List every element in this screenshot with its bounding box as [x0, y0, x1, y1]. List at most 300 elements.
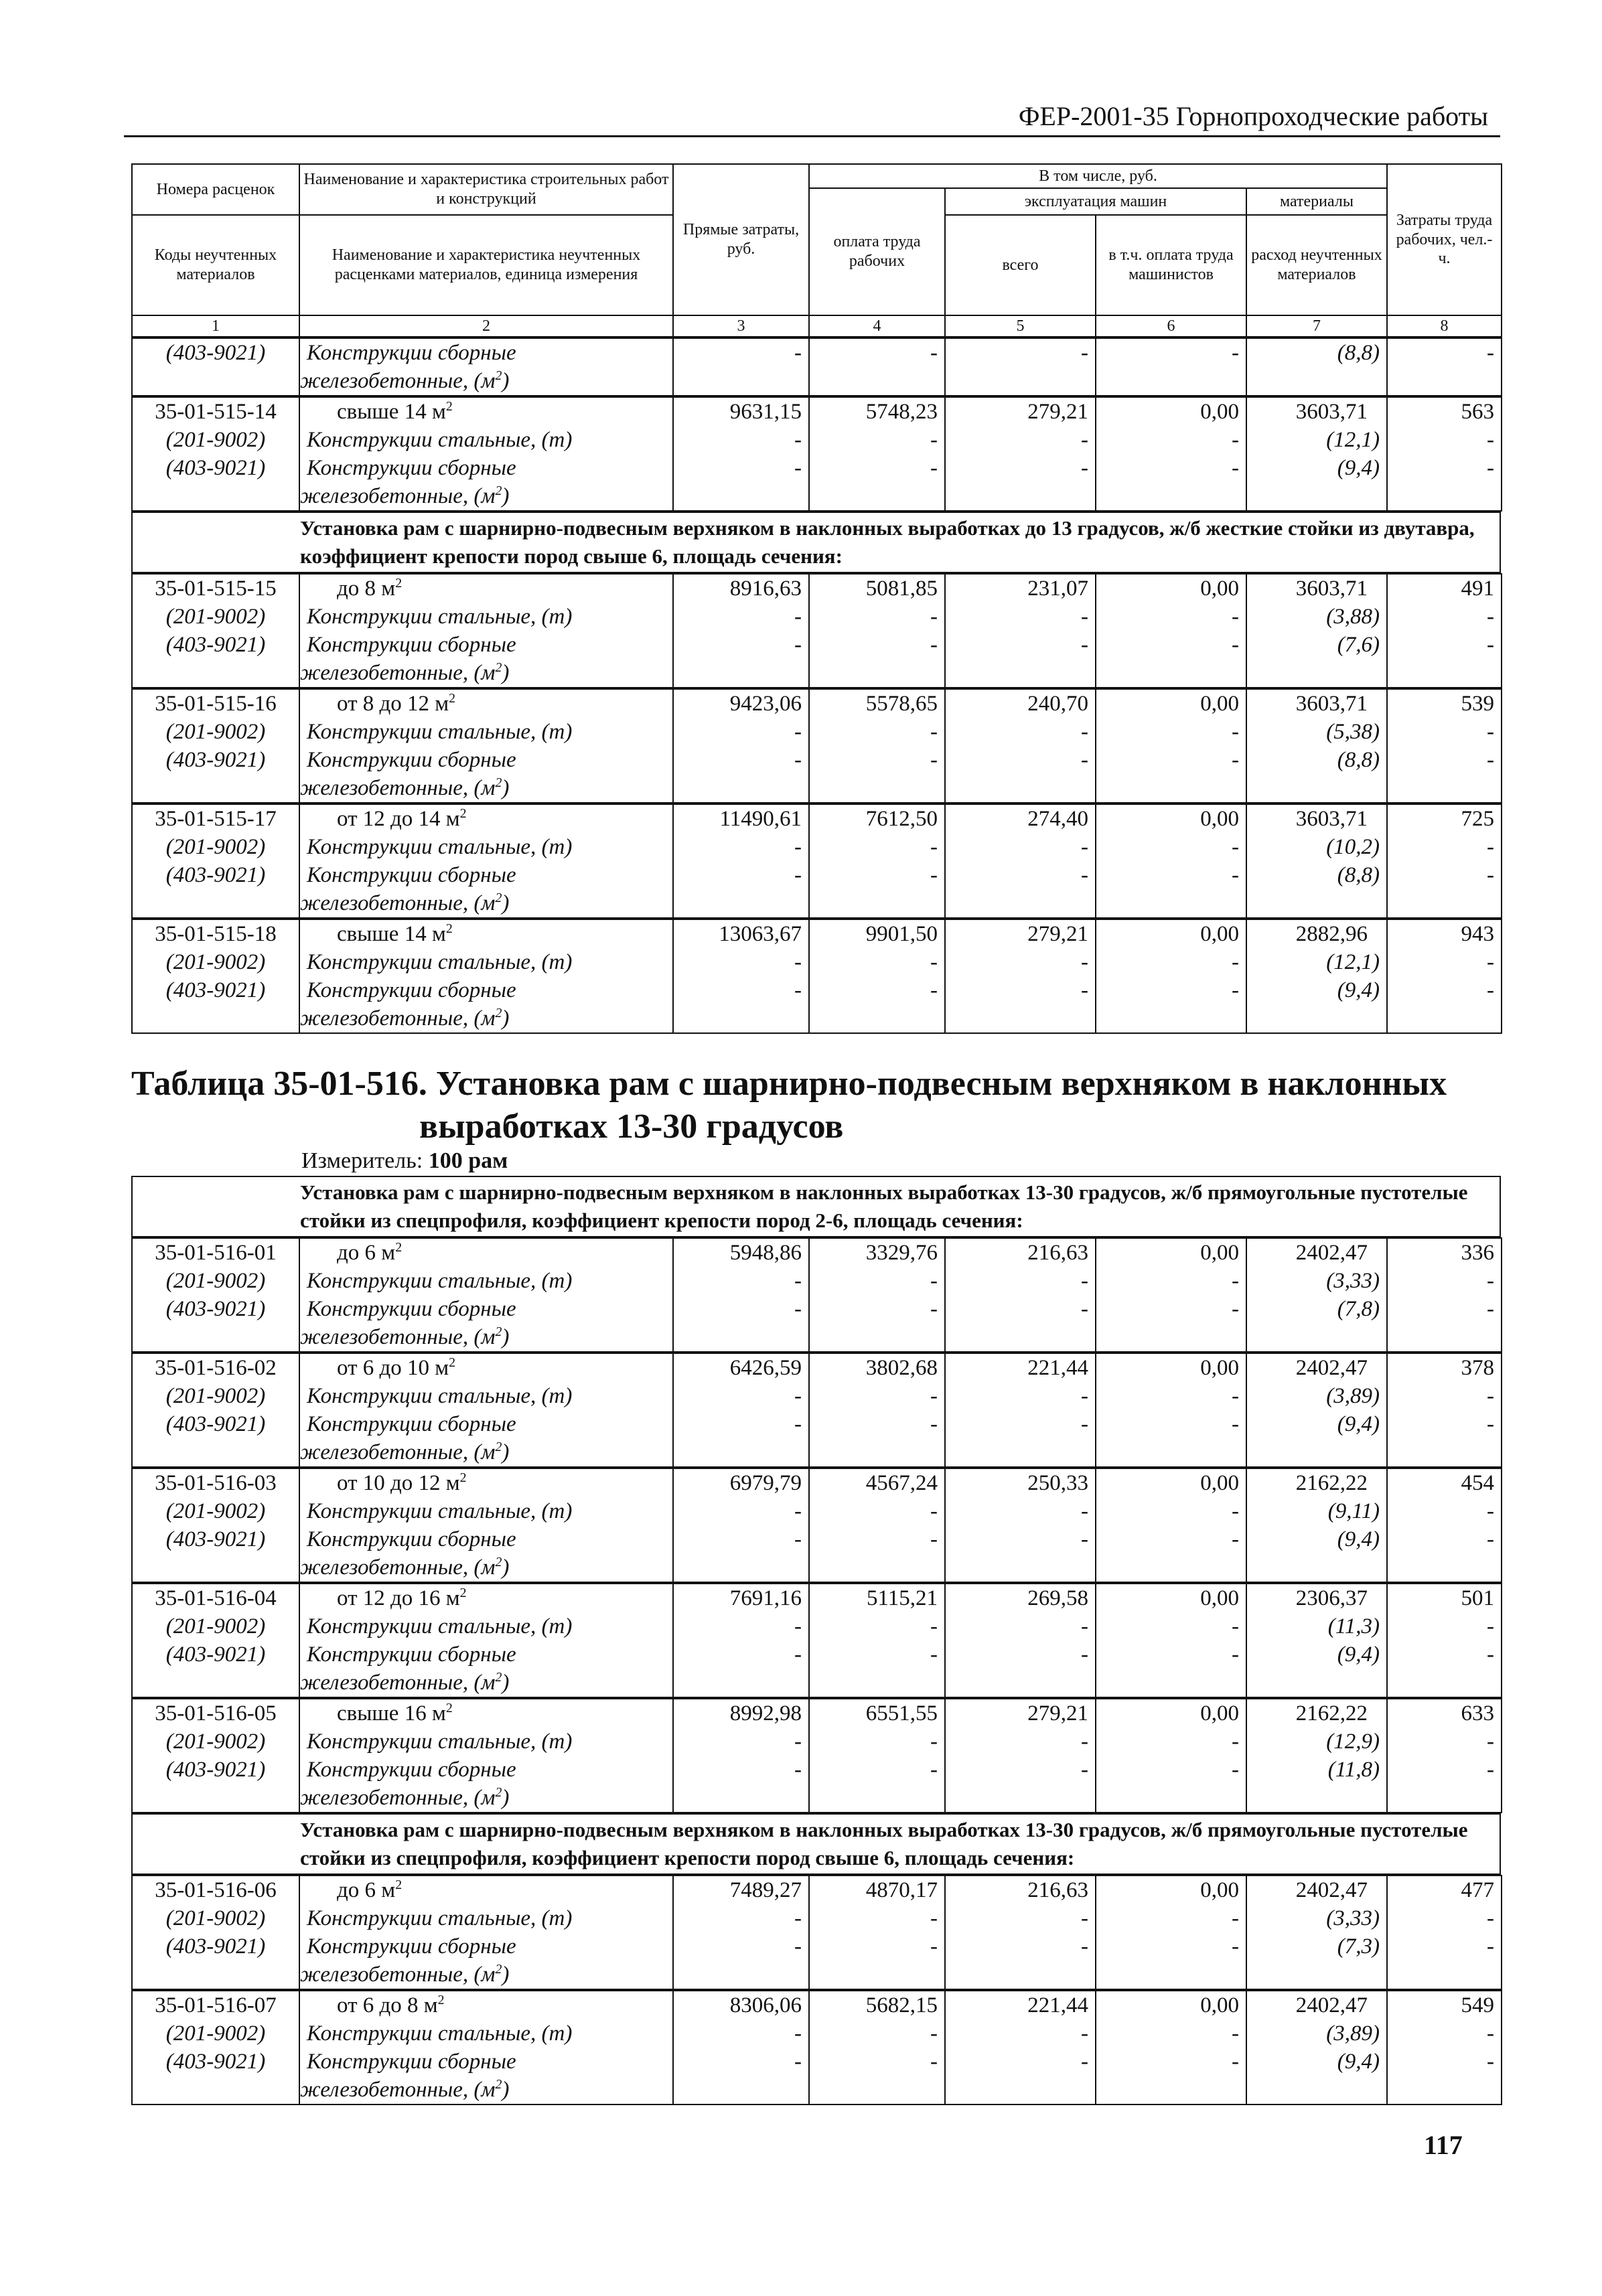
cell: 279,21	[945, 397, 1096, 426]
cell: -	[809, 976, 945, 1004]
material-code: (403-9021)	[132, 2048, 299, 2076]
material-name-cont: железобетонные, $(м^2)$	[299, 367, 673, 396]
material-name-cont: железобетонные, $(м^2)$	[299, 889, 673, 918]
cell: -	[1387, 454, 1502, 482]
rate-code: 35-01-516-04	[132, 1584, 299, 1612]
cell: -	[673, 1382, 809, 1410]
cell: -	[1387, 1382, 1502, 1410]
rate-code: 35-01-515-15	[132, 574, 299, 603]
cell: -	[1096, 861, 1246, 889]
table-row	[132, 1295, 1502, 1323]
rate-block	[131, 1990, 1502, 2105]
cell: 3603,71	[1246, 804, 1387, 833]
table-row	[132, 574, 1502, 603]
caption-row	[131, 1813, 1501, 1875]
cell: 501	[1387, 1584, 1502, 1612]
material-code: (201-9002)	[132, 1382, 299, 1410]
cell: -	[1387, 861, 1502, 889]
cell: -	[1096, 1525, 1246, 1553]
rate-name: свыше 14 $м^2$	[299, 919, 673, 948]
cell: -	[809, 861, 945, 889]
cell: -	[1096, 1904, 1246, 1932]
cell: 539	[1387, 689, 1502, 718]
material-code: (403-9021)	[132, 861, 299, 889]
cell: 3603,71	[1246, 689, 1387, 718]
rate-code: 35-01-515-17	[132, 804, 299, 833]
cell: -	[673, 1904, 809, 1932]
material-name-cont: железобетонные, $(м^2)$	[299, 774, 673, 803]
cell: -	[1096, 746, 1246, 774]
cell: -	[1096, 2019, 1246, 2048]
meter-label: Измеритель:	[301, 1148, 423, 1173]
rate-code: 35-01-515-18	[132, 919, 299, 948]
column-header	[131, 163, 1502, 337]
cell: 549	[1387, 1991, 1502, 2019]
table-row	[132, 1438, 1502, 1467]
cell: -	[809, 1640, 945, 1669]
material-code: (201-9002)	[132, 2019, 299, 2048]
material-name: Конструкции стальные, (т)	[299, 1267, 673, 1295]
cell: -	[1387, 1295, 1502, 1323]
cell: 2402,47	[1246, 1991, 1387, 2019]
cell: -	[1387, 338, 1502, 367]
col3-header: Прямые затраты, руб.	[673, 164, 809, 315]
cell: 0,00	[1096, 689, 1246, 718]
material-name-cont: железобетонные, $(м^2)$	[299, 659, 673, 688]
col4-header: оплата труда рабочих	[809, 188, 945, 315]
cell: 8306,06	[673, 1991, 809, 2019]
cell: -	[945, 1904, 1096, 1932]
cell: -	[673, 1612, 809, 1640]
material-code: (201-9002)	[132, 426, 299, 454]
cell: -	[673, 1640, 809, 1669]
cell: 633	[1387, 1699, 1502, 1728]
material-name: Конструкции стальные, (т)	[299, 603, 673, 631]
cell: (12,1)	[1246, 948, 1387, 976]
cell: -	[809, 454, 945, 482]
material-code: (403-9021)	[132, 1410, 299, 1438]
table-row	[132, 689, 1502, 718]
material-name: Конструкции сборные	[299, 2048, 673, 2076]
material-name: Конструкции стальные, (т)	[299, 1497, 673, 1525]
cell: -	[945, 338, 1096, 367]
cell: -	[809, 1497, 945, 1525]
table-row	[132, 1525, 1502, 1553]
cell: -	[945, 746, 1096, 774]
cell: 563	[1387, 397, 1502, 426]
cell: (7,3)	[1246, 1932, 1387, 1961]
material-name: Конструкции сборные	[299, 1525, 673, 1553]
cell: -	[1387, 2048, 1502, 2076]
table-row	[132, 1612, 1502, 1640]
table-row	[132, 1784, 1502, 1813]
material-name: Конструкции стальные, (т)	[299, 833, 673, 861]
table-row	[132, 426, 1502, 454]
cell: (11,8)	[1246, 1756, 1387, 1784]
table-row	[132, 1382, 1502, 1410]
table-row	[132, 746, 1502, 774]
cell: -	[945, 1612, 1096, 1640]
cell: -	[673, 454, 809, 482]
cell: 2162,22	[1246, 1468, 1387, 1497]
cell: -	[673, 1497, 809, 1525]
cell: -	[945, 1267, 1096, 1295]
cell: -	[945, 2048, 1096, 2076]
material-code: (201-9002)	[132, 1904, 299, 1932]
cell: -	[1387, 976, 1502, 1004]
material-name-cont: железобетонные, $(м^2)$	[299, 1961, 673, 1989]
cell: -	[945, 1932, 1096, 1961]
cell: -	[1387, 1756, 1502, 1784]
section-caption: Установка рам с шарнирно-подвесным верхняком в наклонных выработках 13-30 градусов, ж/б прямоугольные пустотелые стойки из спецпрофиля, коэффициент крепости пород 2-6, площадь сечения:	[132, 1176, 1500, 1237]
cell: -	[1096, 631, 1246, 659]
cell: 2162,22	[1246, 1699, 1387, 1728]
cell: -	[945, 718, 1096, 746]
col2-header-a: Наименование и характеристика строительных работ и конструкций	[299, 164, 673, 215]
table-row	[132, 976, 1502, 1004]
cell: -	[673, 976, 809, 1004]
cell: -	[1387, 948, 1502, 976]
cell: 7489,27	[673, 1876, 809, 1904]
cell: -	[809, 1756, 945, 1784]
table-row	[132, 1410, 1502, 1438]
material-name: Конструкции сборные	[299, 1932, 673, 1961]
cell: -	[1387, 2019, 1502, 2048]
cell: 216,63	[945, 1238, 1096, 1267]
cell: 0,00	[1096, 804, 1246, 833]
material-name-cont: железобетонные, $(м^2)$	[299, 1784, 673, 1813]
material-code: (403-9021)	[132, 1525, 299, 1553]
rate-name: до 8 $м^2$	[299, 574, 673, 603]
table-35-01-516	[131, 1176, 1501, 2105]
running-head: ФЕР-2001-35 Горнопроходческие работы	[1018, 101, 1488, 131]
table-row	[132, 1323, 1502, 1352]
cell: 4567,24	[809, 1468, 945, 1497]
cell: 2882,96	[1246, 919, 1387, 948]
cell: -	[1096, 1640, 1246, 1669]
col-number: 1	[132, 315, 299, 337]
table-35-01-515	[131, 163, 1501, 1034]
cell: 0,00	[1096, 1699, 1246, 1728]
caption-row	[131, 512, 1501, 573]
table-row	[132, 454, 1502, 482]
rate-code: 35-01-515-16	[132, 689, 299, 718]
cell: -	[1387, 1904, 1502, 1932]
table-row	[132, 1004, 1502, 1033]
material-code: (403-9021)	[132, 1756, 299, 1784]
cell: 378	[1387, 1353, 1502, 1382]
cell: 0,00	[1096, 1876, 1246, 1904]
cell: (3,88)	[1246, 603, 1387, 631]
cell: (5,38)	[1246, 718, 1387, 746]
expl-header: эксплуатация машин	[945, 188, 1246, 215]
cell: -	[1387, 1932, 1502, 1961]
cell: -	[673, 1295, 809, 1323]
material-name: Конструкции сборные	[299, 1756, 673, 1784]
cell: 5081,85	[809, 574, 945, 603]
cell: -	[945, 948, 1096, 976]
table-row	[132, 1876, 1502, 1904]
table-body-1	[131, 337, 1502, 396]
rate-block	[131, 573, 1502, 688]
cell: 9423,06	[673, 689, 809, 718]
cell: -	[945, 603, 1096, 631]
cell: (9,4)	[1246, 976, 1387, 1004]
cell: (3,89)	[1246, 1382, 1387, 1410]
col7-header: расход неучтенных материалов	[1246, 215, 1387, 315]
cell: 6551,55	[809, 1699, 945, 1728]
material-code: (201-9002)	[132, 1612, 299, 1640]
material-code: (201-9002)	[132, 1497, 299, 1525]
cell: -	[1387, 718, 1502, 746]
material-name: Конструкции сборные	[299, 861, 673, 889]
cell: -	[945, 1525, 1096, 1553]
table-row	[132, 2019, 1502, 2048]
cell: -	[673, 948, 809, 976]
rate-name: свыше 14 $м^2$	[299, 397, 673, 426]
table-row	[132, 718, 1502, 746]
table-row	[132, 1904, 1502, 1932]
cell: -	[673, 2048, 809, 2076]
rate-block	[131, 1353, 1502, 1468]
rate-name: от 6 до 8 $м^2$	[299, 1991, 673, 2019]
rate-name: от 6 до 10 $м^2$	[299, 1353, 673, 1382]
table-row	[132, 1991, 1502, 2019]
cell: 3802,68	[809, 1353, 945, 1382]
col-number: 2	[299, 315, 673, 337]
table-row	[132, 1932, 1502, 1961]
cell: 8992,98	[673, 1699, 809, 1728]
material-code: (201-9002)	[132, 833, 299, 861]
cell: 221,44	[945, 1991, 1096, 2019]
material-name-cont: железобетонные, $(м^2)$	[299, 2076, 673, 2104]
cell: -	[1387, 1640, 1502, 1669]
rate-block	[131, 919, 1502, 1034]
cell: -	[1096, 1497, 1246, 1525]
cell: (10,2)	[1246, 833, 1387, 861]
cell: 7691,16	[673, 1584, 809, 1612]
rate-block	[131, 1237, 1502, 1353]
col-number: 8	[1387, 315, 1502, 337]
material-name: Конструкции стальные, (т)	[299, 1728, 673, 1756]
table-row	[132, 1353, 1502, 1382]
cell: -	[945, 426, 1096, 454]
cell: -	[809, 1525, 945, 1553]
material-name: Конструкции стальные, (т)	[299, 1904, 673, 1932]
table-row	[132, 2048, 1502, 2076]
cell: 3603,71	[1246, 397, 1387, 426]
cell: -	[673, 1728, 809, 1756]
rate-name: от 10 до 12 $м^2$	[299, 1468, 673, 1497]
cell: 221,44	[945, 1353, 1096, 1382]
cell: -	[1096, 338, 1246, 367]
cell: 7612,50	[809, 804, 945, 833]
col-number: 3	[673, 315, 809, 337]
rate-block	[131, 1583, 1502, 1698]
meter-value: 100 рам	[428, 1148, 508, 1173]
material-code: (201-9002)	[132, 1267, 299, 1295]
rate-code: 35-01-515-14	[132, 397, 299, 426]
cell: (7,6)	[1246, 631, 1387, 659]
cell: 3329,76	[809, 1238, 945, 1267]
rate-name: до 6 $м^2$	[299, 1876, 673, 1904]
cell: -	[673, 1756, 809, 1784]
cell: 269,58	[945, 1584, 1096, 1612]
table-row	[132, 603, 1502, 631]
rate-block	[131, 1468, 1502, 1583]
cell: -	[945, 833, 1096, 861]
cell: -	[809, 1612, 945, 1640]
cell: 274,40	[945, 804, 1096, 833]
material-name: Конструкции сборные	[299, 746, 673, 774]
cell: 0,00	[1096, 1991, 1246, 2019]
cell: -	[673, 338, 809, 367]
col1-header-a: Номера расценок	[132, 164, 299, 215]
cell: (9,4)	[1246, 1410, 1387, 1438]
cell: 477	[1387, 1876, 1502, 1904]
cell: (9,11)	[1246, 1497, 1387, 1525]
cell: -	[1096, 976, 1246, 1004]
cell: 0,00	[1096, 919, 1246, 948]
material-code: (403-9021)	[132, 1640, 299, 1669]
table-row	[132, 833, 1502, 861]
material-code: (403-9021)	[132, 1295, 299, 1323]
cell: -	[673, 833, 809, 861]
rate-name: свыше 16 $м^2$	[299, 1699, 673, 1728]
material-name: Конструкции сборные	[299, 454, 673, 482]
rate-code: 35-01-516-02	[132, 1353, 299, 1382]
table-row	[132, 948, 1502, 976]
col6-header: в т.ч. оплата труда машинистов	[1096, 215, 1246, 315]
cell: -	[809, 338, 945, 367]
material-name: Конструкции сборные	[299, 631, 673, 659]
material-name: Конструкции стальные, (т)	[299, 2019, 673, 2048]
cell: -	[673, 1932, 809, 1961]
rate-name: до 6 $м^2$	[299, 1238, 673, 1267]
mat-header: материалы	[1246, 188, 1387, 215]
cell: -	[945, 2019, 1096, 2048]
cell: 2402,47	[1246, 1876, 1387, 1904]
cell: -	[809, 948, 945, 976]
cell: 240,70	[945, 689, 1096, 718]
table-row	[132, 804, 1502, 833]
cell: 5115,21	[809, 1584, 945, 1612]
cell: -	[809, 426, 945, 454]
rate-code: 35-01-516-05	[132, 1699, 299, 1728]
material-code: (403-9021)	[132, 746, 299, 774]
cell: -	[809, 603, 945, 631]
cell: (3,89)	[1246, 2019, 1387, 2048]
cell: -	[945, 1640, 1096, 1669]
cell: -	[673, 861, 809, 889]
cell: 5748,23	[809, 397, 945, 426]
cell: 9631,15	[673, 397, 809, 426]
cell: 0,00	[1096, 1584, 1246, 1612]
cell: 5948,86	[673, 1238, 809, 1267]
cell: -	[945, 631, 1096, 659]
cell: -	[945, 1382, 1096, 1410]
cell: -	[809, 833, 945, 861]
material-code: (403-9021)	[132, 976, 299, 1004]
material-name: Конструкции сборные	[299, 338, 673, 367]
cell: (8,8)	[1246, 861, 1387, 889]
col8-header: Затраты труда рабочих, чел.-ч.	[1387, 164, 1502, 315]
material-name: Конструкции стальные, (т)	[299, 1612, 673, 1640]
cell: (12,9)	[1246, 1728, 1387, 1756]
table-row	[132, 774, 1502, 803]
table-row	[132, 1756, 1502, 1784]
col-number: 5	[945, 315, 1096, 337]
cell: 8916,63	[673, 574, 809, 603]
table-row	[132, 1553, 1502, 1582]
cell: -	[673, 1525, 809, 1553]
table-row	[132, 1640, 1502, 1669]
cell: -	[1096, 1932, 1246, 1961]
cell: 943	[1387, 919, 1502, 948]
cell: -	[809, 1295, 945, 1323]
cell: 2306,37	[1246, 1584, 1387, 1612]
table-row	[132, 659, 1502, 688]
material-name: Конструкции стальные, (т)	[299, 1382, 673, 1410]
rate-name: от 8 до 12 $м^2$	[299, 689, 673, 718]
cell: -	[1096, 718, 1246, 746]
cell: -	[809, 1267, 945, 1295]
table-title-line-1: Таблица 35-01-516. Установка рам с шарнирно-подвесным верхняком в наклонных	[131, 1065, 1447, 1103]
cell: 5578,65	[809, 689, 945, 718]
cell: (3,33)	[1246, 1267, 1387, 1295]
meter	[301, 1148, 508, 1174]
table-row	[132, 889, 1502, 918]
cell: -	[809, 2048, 945, 2076]
cell: -	[809, 1382, 945, 1410]
material-code: (403-9021)	[132, 631, 299, 659]
material-code: (201-9002)	[132, 603, 299, 631]
material-name-cont: железобетонные, $(м^2)$	[299, 1004, 673, 1033]
cell: -	[673, 746, 809, 774]
cell: -	[673, 1267, 809, 1295]
cell: -	[1096, 454, 1246, 482]
col-number: 4	[809, 315, 945, 337]
rates-group-515	[131, 573, 1501, 1034]
cell: -	[1387, 1612, 1502, 1640]
cell: -	[1387, 426, 1502, 454]
col5-header: всего	[945, 215, 1096, 315]
rate-block	[131, 1698, 1502, 1813]
cell: -	[1096, 1728, 1246, 1756]
rates-group-516-b	[131, 1875, 1501, 2105]
cell: 216,63	[945, 1876, 1096, 1904]
table-title-line-2: выработках 13-30 градусов	[419, 1107, 844, 1146]
material-name: Конструкции сборные	[299, 1295, 673, 1323]
table-row	[132, 397, 1502, 426]
cell: -	[1096, 948, 1246, 976]
cell: -	[945, 1756, 1096, 1784]
cell: -	[945, 861, 1096, 889]
cell: -	[1387, 1267, 1502, 1295]
material-name-cont: железобетонные, $(м^2)$	[299, 482, 673, 511]
table-row	[132, 1961, 1502, 1989]
cell: 5682,15	[809, 1991, 945, 2019]
material-code: (201-9002)	[132, 1728, 299, 1756]
material-name-cont: железобетонные, $(м^2)$	[299, 1669, 673, 1697]
material-name-cont: железобетонные, $(м^2)$	[299, 1438, 673, 1467]
table-row	[132, 1267, 1502, 1295]
table-row	[132, 1584, 1502, 1612]
cell: 13063,67	[673, 919, 809, 948]
cell: -	[1096, 1756, 1246, 1784]
cell: 0,00	[1096, 1353, 1246, 1382]
table-row	[132, 1497, 1502, 1525]
